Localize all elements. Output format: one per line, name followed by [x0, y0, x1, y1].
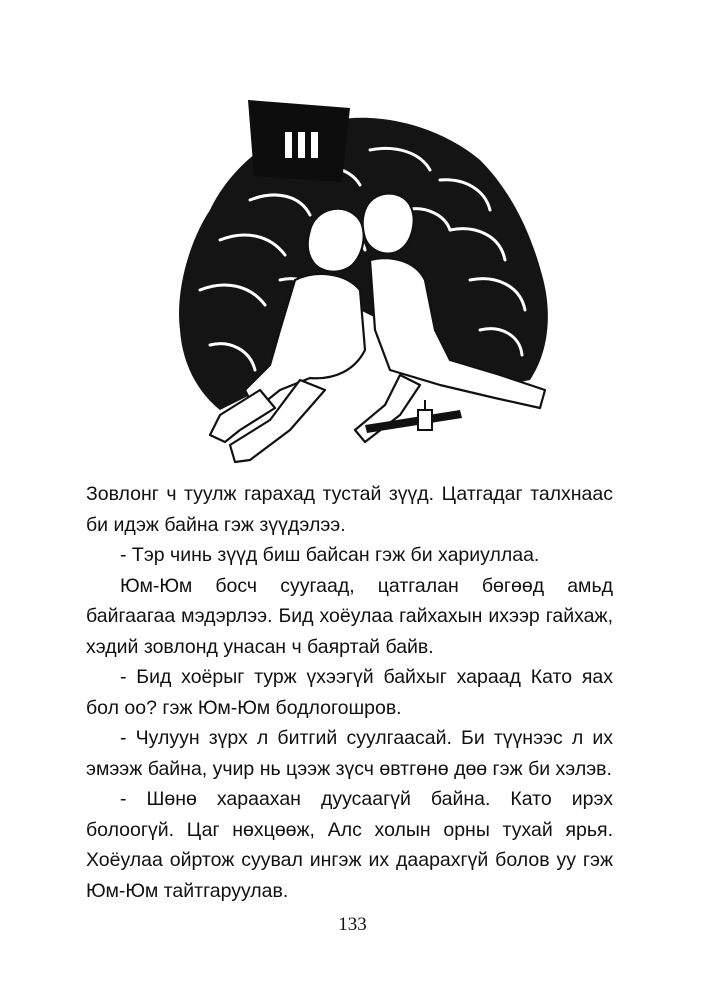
page-number: 133 — [338, 914, 367, 935]
barred-window — [248, 100, 350, 182]
paragraph: - Чулуун зүрх л битгий суулгаасай. Би түүнээс л их эмээж байна, учир нь цээж зүсч өвтгөнө дөө гэж би хэлэв. — [86, 727, 613, 780]
paragraph: Юм-Юм босч суугаад, цатгалан бөгөөд амьд байгаагаа мэдэрлээ. Бид хоёулаа гайхахын ихээр гайхаж, хэдий зовлонд унасан ч баяртай байв. — [86, 574, 613, 658]
illustration-children-by-stone-wall — [150, 90, 560, 475]
body-text — [86, 479, 613, 906]
paragraph: Зовлонг ч туулж гарахад тустай зүүд. Цатгадаг талхнаас би идэж байна гэж зүүдэлээ. — [86, 483, 613, 536]
paragraph: - Тэр чинь зүүд биш байсан гэж би хариуллаа. — [120, 544, 540, 566]
paragraph: - Бид хоёрыг турж үхээгүй байхыг хараад Като яах бол оо? гэж Юм-Юм бодлогошров. — [86, 666, 613, 719]
paragraph: - Шөнө хараахан дуусаагүй байна. Като ирэх болоогүй. Цаг нөхцөөж, Алс холын орны тухай ярья. Хоёулаа ойртож суувал ингэж их даарахгүй болов уу гэж Юм-Юм тайтгаруулав. — [86, 788, 613, 902]
stone-wall — [179, 118, 548, 410]
